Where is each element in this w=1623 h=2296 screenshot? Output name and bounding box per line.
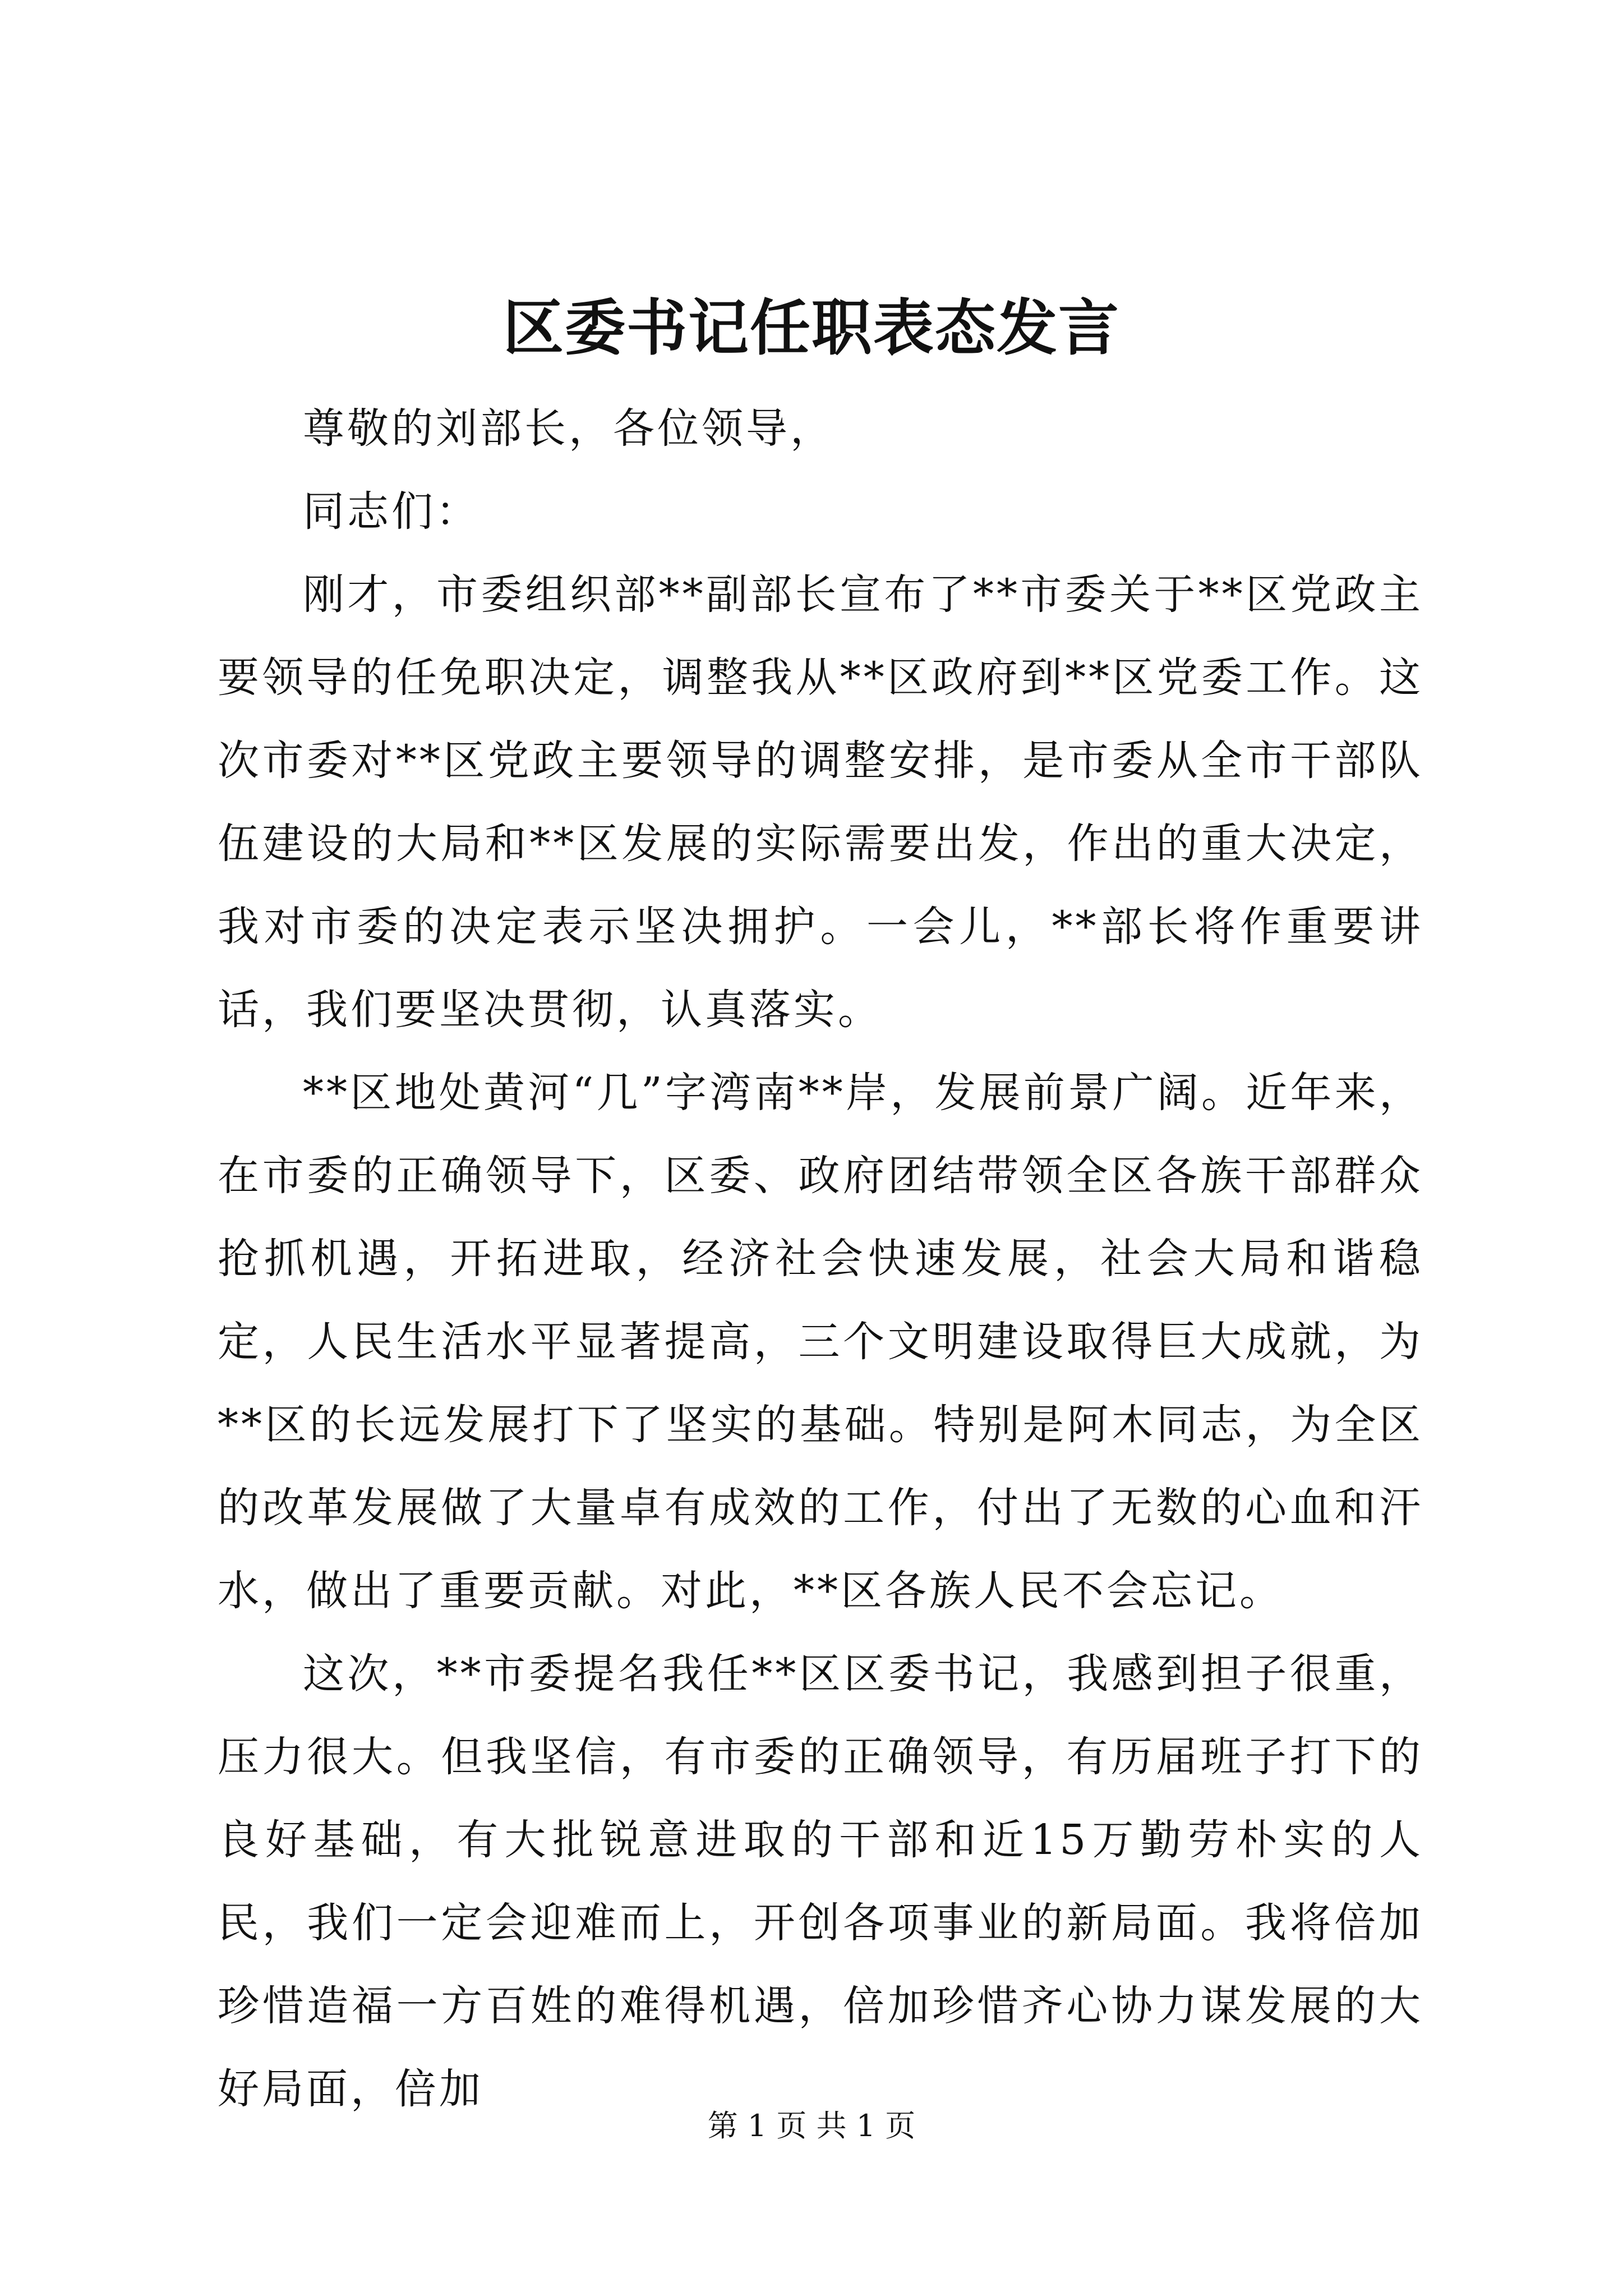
page-footer: 第 1 页 共 1 页: [707, 2108, 916, 2143]
body-paragraph: 刚才，市委组织部**副部长宣布了**市委关于**区党政主要领导的任免职决定，调整我从**区政府到**区党委工作。这次市委对**区党政主要领导的调整安排，是市委从全市干部队伍建设的大局和**区发展的实际需要出发，作出的重大决定，我对市委的决定表示坚决拥护。一会儿，**部长将作重要讲话，我们要坚决贯彻，认真落实。: [218, 570, 1423, 1034]
body-paragraph: **区地处黄河“几”字湾南**岸，发展前景广阔。近年来，在市委的正确领导下，区委、政府团结带领全区各族干部群众抢抓机遇，开拓进取，经济社会快速发展，社会大局和谐稳定，人民生活水平显著提高，三个文明建设取得巨大成就，为**区的长远发展打下了坚实的基础。特别是阿木同志，为全区的改革发展做了大量卓有成效的工作，付出了无数的心血和汗水，做出了重要贡献。对此，**区各族人民不会忘记。: [218, 1069, 1423, 1615]
body-paragraph: 这次，**市委提名我任**区区委书记，我感到担子很重，压力很大。但我坚信，有市委的正确领导，有历届班子打下的良好基础，有大批锐意进取的干部和近15万勤劳朴实的人民，我们一定会迎难而上，开创各项事业的新局面。我将倍加珍惜造福一方百姓的难得机遇，倍加珍惜齐心协力谋发展的大好局面，倍加: [218, 1650, 1423, 2113]
salutation-paragraph: 同志们：: [303, 487, 480, 536]
document-title: 区委书记任职表态发言: [502, 293, 1120, 364]
document-body: [218, 387, 1423, 2131]
salutation-paragraph: 尊敬的刘部长，各位领导，: [303, 404, 834, 453]
